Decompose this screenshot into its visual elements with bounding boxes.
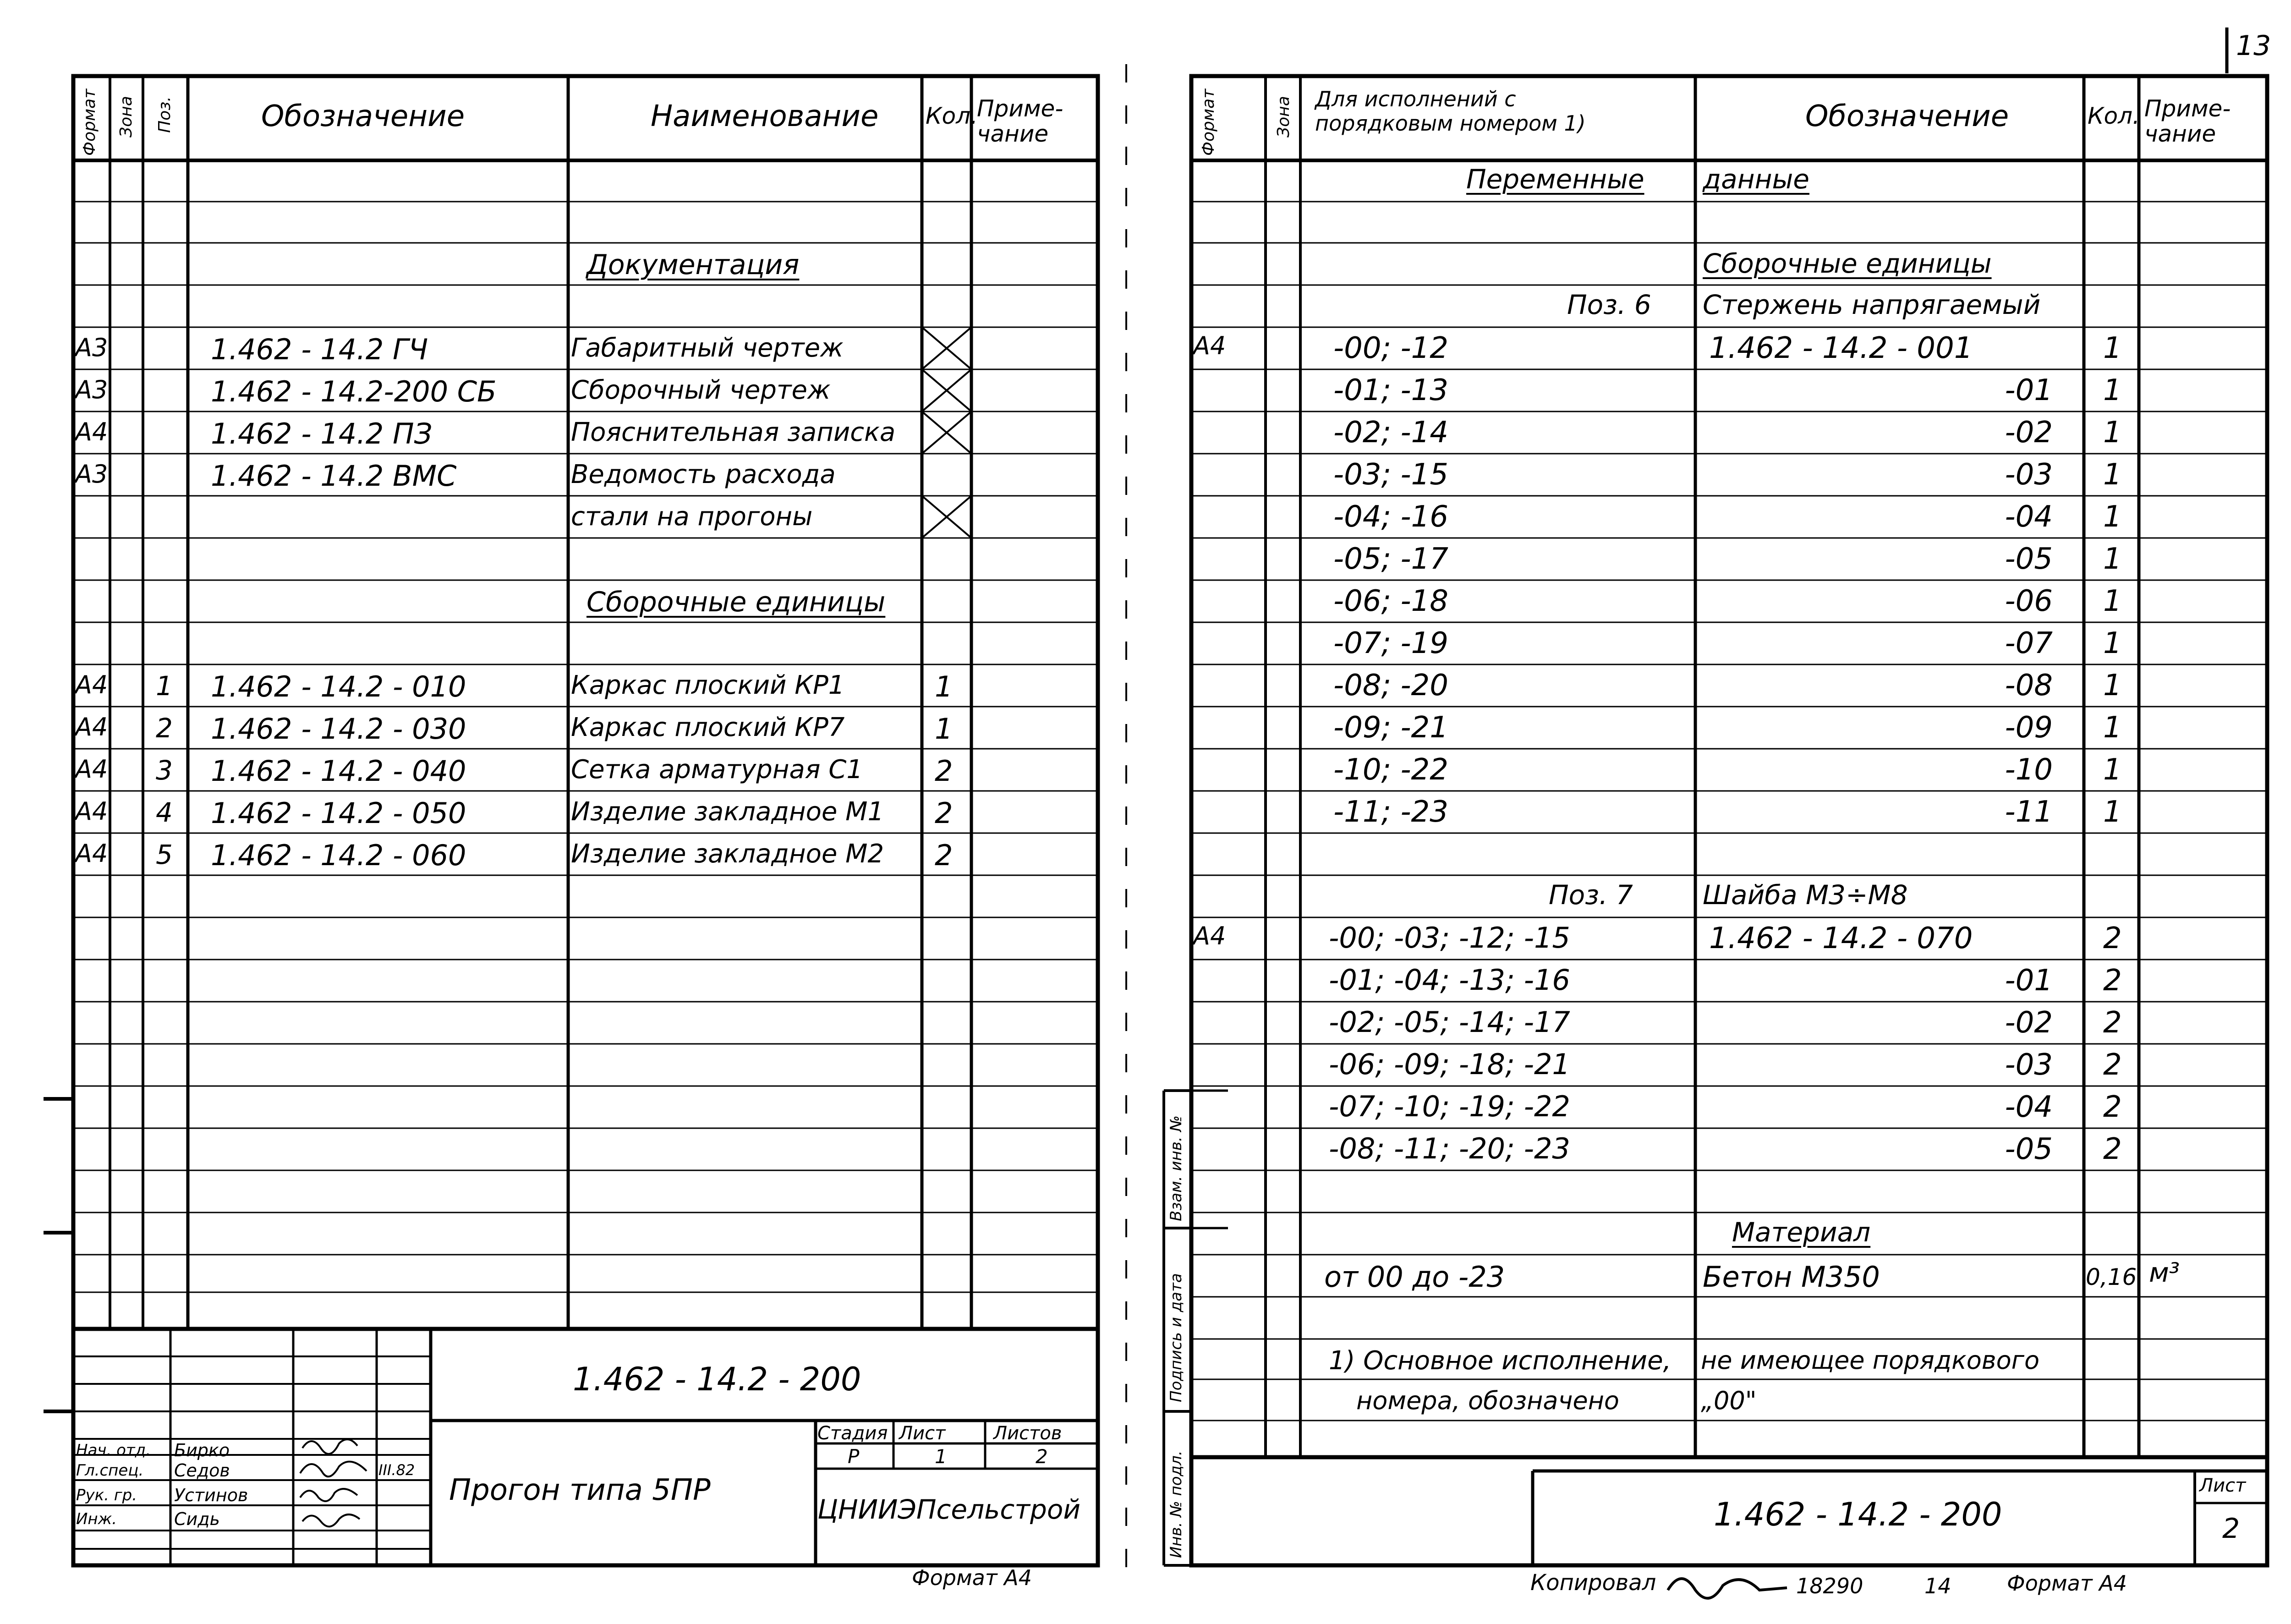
row-variant: -01; -04; -13; -16 bbox=[1329, 963, 1570, 997]
asm-units: Сборочные единицы bbox=[1703, 248, 1992, 279]
row-designation: 1.462 - 14.2 ПЗ bbox=[211, 417, 433, 450]
left-title-code: 1.462 - 14.2 - 200 bbox=[573, 1361, 861, 1398]
row-designation: -05 bbox=[2005, 542, 2053, 576]
row-variant: -06; -09; -18; -21 bbox=[1329, 1048, 1570, 1081]
row-designation: -02 bbox=[2005, 416, 2053, 450]
row-qty: 2 bbox=[2103, 922, 2122, 955]
row-variant: -07; -10; -19; -22 bbox=[1329, 1090, 1570, 1123]
copied-sheet: 14 bbox=[1924, 1574, 1951, 1598]
row-designation: 1.462 - 14.2 - 040 bbox=[211, 754, 466, 788]
sheets-value: 2 bbox=[1036, 1445, 1048, 1468]
row-variant: -01; -13 bbox=[1333, 373, 1448, 407]
row-format: А3 bbox=[75, 460, 108, 488]
role-4-name: Сидь bbox=[174, 1509, 220, 1529]
row-designation: -08 bbox=[2005, 669, 2053, 702]
title-date: III.82 bbox=[378, 1461, 415, 1479]
sheet-label: Лист bbox=[899, 1423, 946, 1444]
row-qty: 2 bbox=[2103, 1048, 2122, 1082]
row-variant: -03; -15 bbox=[1333, 458, 1448, 492]
right-title-code: 1.462 - 14.2 - 200 bbox=[1714, 1496, 2002, 1533]
material-label: Материал bbox=[1732, 1217, 1871, 1248]
variable-label-right: данные bbox=[1703, 164, 1809, 195]
row-qty: 2 bbox=[2103, 1006, 2122, 1040]
section-heading: Документация bbox=[586, 249, 800, 281]
row-designation: -03 bbox=[2005, 458, 2053, 492]
row-pos: 2 bbox=[156, 713, 173, 744]
row-designation: -11 bbox=[2005, 795, 2053, 829]
row-qty: 1 bbox=[2103, 753, 2122, 787]
row-format: А3 bbox=[75, 333, 108, 362]
row-qty: 1 bbox=[2103, 795, 2122, 829]
row-qty: 2 bbox=[935, 754, 953, 788]
row-variant: -00; -03; -12; -15 bbox=[1329, 921, 1570, 955]
row-designation: 1.462 - 14.2 ГЧ bbox=[211, 333, 428, 366]
row-name: Каркас плоский КР7 bbox=[571, 713, 845, 742]
role-2-name: Седов bbox=[174, 1460, 230, 1481]
footnote-left-2: номера, обозначено bbox=[1356, 1386, 1619, 1415]
left-title-name: Прогон типа 5ПР bbox=[449, 1473, 711, 1507]
row-designation: 1.462 - 14.2 ВМС bbox=[211, 459, 457, 493]
row-qty: 1 bbox=[2103, 669, 2122, 702]
row-format: А4 bbox=[75, 713, 108, 741]
right-sheet-value: 2 bbox=[2222, 1513, 2240, 1545]
material-var: от 00 до -23 bbox=[1324, 1260, 1505, 1294]
r-header-format: Формат bbox=[1199, 88, 1218, 156]
copied-label: Копировал bbox=[1530, 1570, 1656, 1596]
role-4: Инж. bbox=[76, 1510, 117, 1528]
pos7-name: Шайба М3÷М8 bbox=[1703, 879, 1908, 911]
role-3: Рук. гр. bbox=[76, 1486, 137, 1504]
row-designation: 1.462 - 14.2 - 010 bbox=[211, 670, 466, 703]
row-format: А4 bbox=[75, 755, 108, 784]
side-label-replace: Взам. инв. № bbox=[1167, 1115, 1185, 1221]
left-format-label: Формат А4 bbox=[912, 1565, 1032, 1590]
row-designation: -04 bbox=[2005, 1090, 2053, 1124]
stage-value: Р bbox=[848, 1445, 860, 1468]
row-qty: 2 bbox=[935, 839, 953, 872]
header-name: Наименование bbox=[651, 99, 879, 133]
right-format-label: Формат А4 bbox=[2007, 1571, 2127, 1596]
row-name: Изделие закладное М2 bbox=[571, 839, 884, 869]
row-name: Габаритный чертеж bbox=[571, 333, 844, 363]
row-designation: -07 bbox=[2005, 626, 2053, 660]
material-unit: м³ bbox=[2149, 1257, 2180, 1288]
row-variant: -00; -12 bbox=[1333, 331, 1448, 365]
row-designation: -04 bbox=[2005, 500, 2053, 534]
row-variant: -02; -05; -14; -17 bbox=[1329, 1005, 1570, 1039]
row-format: А4 bbox=[1193, 922, 1226, 950]
row-variant: -04; -16 bbox=[1333, 500, 1448, 534]
row-pos: 4 bbox=[156, 797, 173, 828]
row-qty: 2 bbox=[2103, 1090, 2122, 1124]
row-variant: -08; -11; -20; -23 bbox=[1329, 1132, 1570, 1165]
side-label-sign: Подпись и дата bbox=[1167, 1273, 1185, 1402]
row-variant: -05; -17 bbox=[1333, 542, 1448, 576]
sheets-label: Листов bbox=[993, 1423, 1062, 1444]
row-format: А4 bbox=[75, 670, 108, 699]
footnote-right-1: не имеющее порядкового bbox=[1701, 1346, 2040, 1375]
row-designation: -01 bbox=[2005, 964, 2053, 998]
row-format: А4 bbox=[75, 839, 108, 868]
row-designation: -01 bbox=[2005, 373, 2053, 407]
row-variant: -06; -18 bbox=[1333, 584, 1448, 618]
row-designation: 1.462 - 14.2 - 060 bbox=[211, 839, 466, 872]
row-qty: 1 bbox=[935, 712, 953, 746]
row-qty: 1 bbox=[935, 670, 953, 703]
copied-number: 18290 bbox=[1796, 1574, 1863, 1598]
header-designation: Обозначение bbox=[261, 99, 465, 133]
row-qty: 2 bbox=[2103, 1132, 2122, 1166]
row-qty: 1 bbox=[2103, 373, 2122, 407]
row-format: А4 bbox=[1193, 331, 1226, 360]
row-qty: 1 bbox=[2103, 626, 2122, 660]
row-variant: -09; -21 bbox=[1333, 711, 1448, 745]
row-designation: 1.462 - 14.2 - 070 bbox=[1709, 922, 1973, 955]
row-format: А3 bbox=[75, 375, 108, 404]
row-qty: 2 bbox=[935, 796, 953, 830]
row-designation: 1.462 - 14.2 - 050 bbox=[211, 796, 466, 830]
pos7-label: Поз. 7 bbox=[1549, 879, 1633, 911]
pos6-label: Поз. 6 bbox=[1567, 289, 1651, 320]
r-header-note: Приме- чание bbox=[2144, 95, 2231, 147]
role-2: Гл.спец. bbox=[76, 1461, 144, 1480]
variable-label-left: Переменные bbox=[1466, 164, 1644, 195]
row-designation: -06 bbox=[2005, 584, 2053, 618]
row-designation: 1.462 - 14.2 - 030 bbox=[211, 712, 466, 746]
role-1-name: Бирко bbox=[174, 1440, 230, 1460]
role-1: Нач. отд. bbox=[76, 1441, 151, 1459]
row-qty: 1 bbox=[2103, 711, 2122, 745]
row-format: А4 bbox=[75, 417, 108, 446]
role-3-name: Устинов bbox=[174, 1485, 248, 1505]
stage-label: Стадия bbox=[817, 1423, 888, 1444]
footnote-right-2: „00" bbox=[1701, 1386, 1757, 1415]
row-designation: 1.462 - 14.2-200 СБ bbox=[211, 375, 497, 408]
row-name: Изделие закладное М1 bbox=[571, 797, 884, 827]
pos6-name: Стержень напрягаемый bbox=[1703, 289, 2041, 320]
r-header-zone: Зона bbox=[1274, 96, 1293, 137]
row-variant: -02; -14 bbox=[1333, 416, 1448, 450]
sheet-value: 1 bbox=[935, 1445, 947, 1468]
row-variant: -10; -22 bbox=[1333, 753, 1448, 787]
page-number: 13 bbox=[2236, 30, 2271, 62]
row-pos: 3 bbox=[156, 755, 173, 786]
right-sheet-label: Лист bbox=[2199, 1475, 2246, 1496]
header-zone: Зона bbox=[117, 96, 136, 137]
row-designation: -03 bbox=[2005, 1048, 2053, 1082]
section-heading: Сборочные единицы bbox=[586, 586, 886, 618]
row-designation: 1.462 - 14.2 - 001 bbox=[1709, 331, 1973, 365]
row-designation: -10 bbox=[2005, 753, 2053, 787]
header-pos: Поз. bbox=[155, 96, 174, 133]
left-title-org: ЦНИИЭПсельстрой bbox=[817, 1494, 1081, 1525]
row-qty: 1 bbox=[2103, 542, 2122, 576]
r-header-variant: Для исполнений с порядковым номером 1) bbox=[1315, 87, 1586, 136]
footnote-left-1: 1) Основное исполнение, bbox=[1329, 1346, 1672, 1376]
row-name: Сборочный чертеж bbox=[571, 375, 831, 405]
row-qty: 1 bbox=[2103, 584, 2122, 618]
r-header-designation: Обозначение bbox=[1805, 99, 2009, 133]
row-qty: 1 bbox=[2103, 331, 2122, 365]
material-qty: 0,16 bbox=[2086, 1264, 2137, 1290]
row-designation: -02 bbox=[2005, 1006, 2053, 1040]
row-variant: -11; -23 bbox=[1333, 795, 1448, 829]
header-format: Формат bbox=[80, 88, 99, 156]
row-name: стали на прогоны bbox=[571, 502, 813, 532]
side-label-inv: Инв. № подл. bbox=[1167, 1450, 1185, 1558]
row-qty: 1 bbox=[2103, 500, 2122, 534]
row-qty: 2 bbox=[2103, 964, 2122, 998]
r-header-qty: Кол. bbox=[2088, 103, 2140, 129]
row-designation: -05 bbox=[2005, 1132, 2053, 1166]
row-format: А4 bbox=[75, 797, 108, 826]
header-note: Приме- чание bbox=[977, 95, 1063, 147]
row-variant: -07; -19 bbox=[1333, 626, 1448, 660]
material-name: Бетон М350 bbox=[1703, 1260, 1880, 1294]
row-pos: 5 bbox=[156, 839, 173, 870]
row-name: Каркас плоский КР1 bbox=[571, 670, 845, 700]
row-designation: -09 bbox=[2005, 711, 2053, 745]
row-pos: 1 bbox=[156, 670, 173, 702]
row-variant: -08; -20 bbox=[1333, 669, 1448, 702]
row-name: Ведомость расхода bbox=[571, 460, 836, 489]
row-qty: 1 bbox=[2103, 458, 2122, 492]
row-name: Пояснительная записка bbox=[571, 417, 896, 447]
row-qty: 1 bbox=[2103, 416, 2122, 450]
header-qty: Кол. bbox=[926, 103, 978, 129]
row-name: Сетка арматурная С1 bbox=[571, 755, 863, 785]
